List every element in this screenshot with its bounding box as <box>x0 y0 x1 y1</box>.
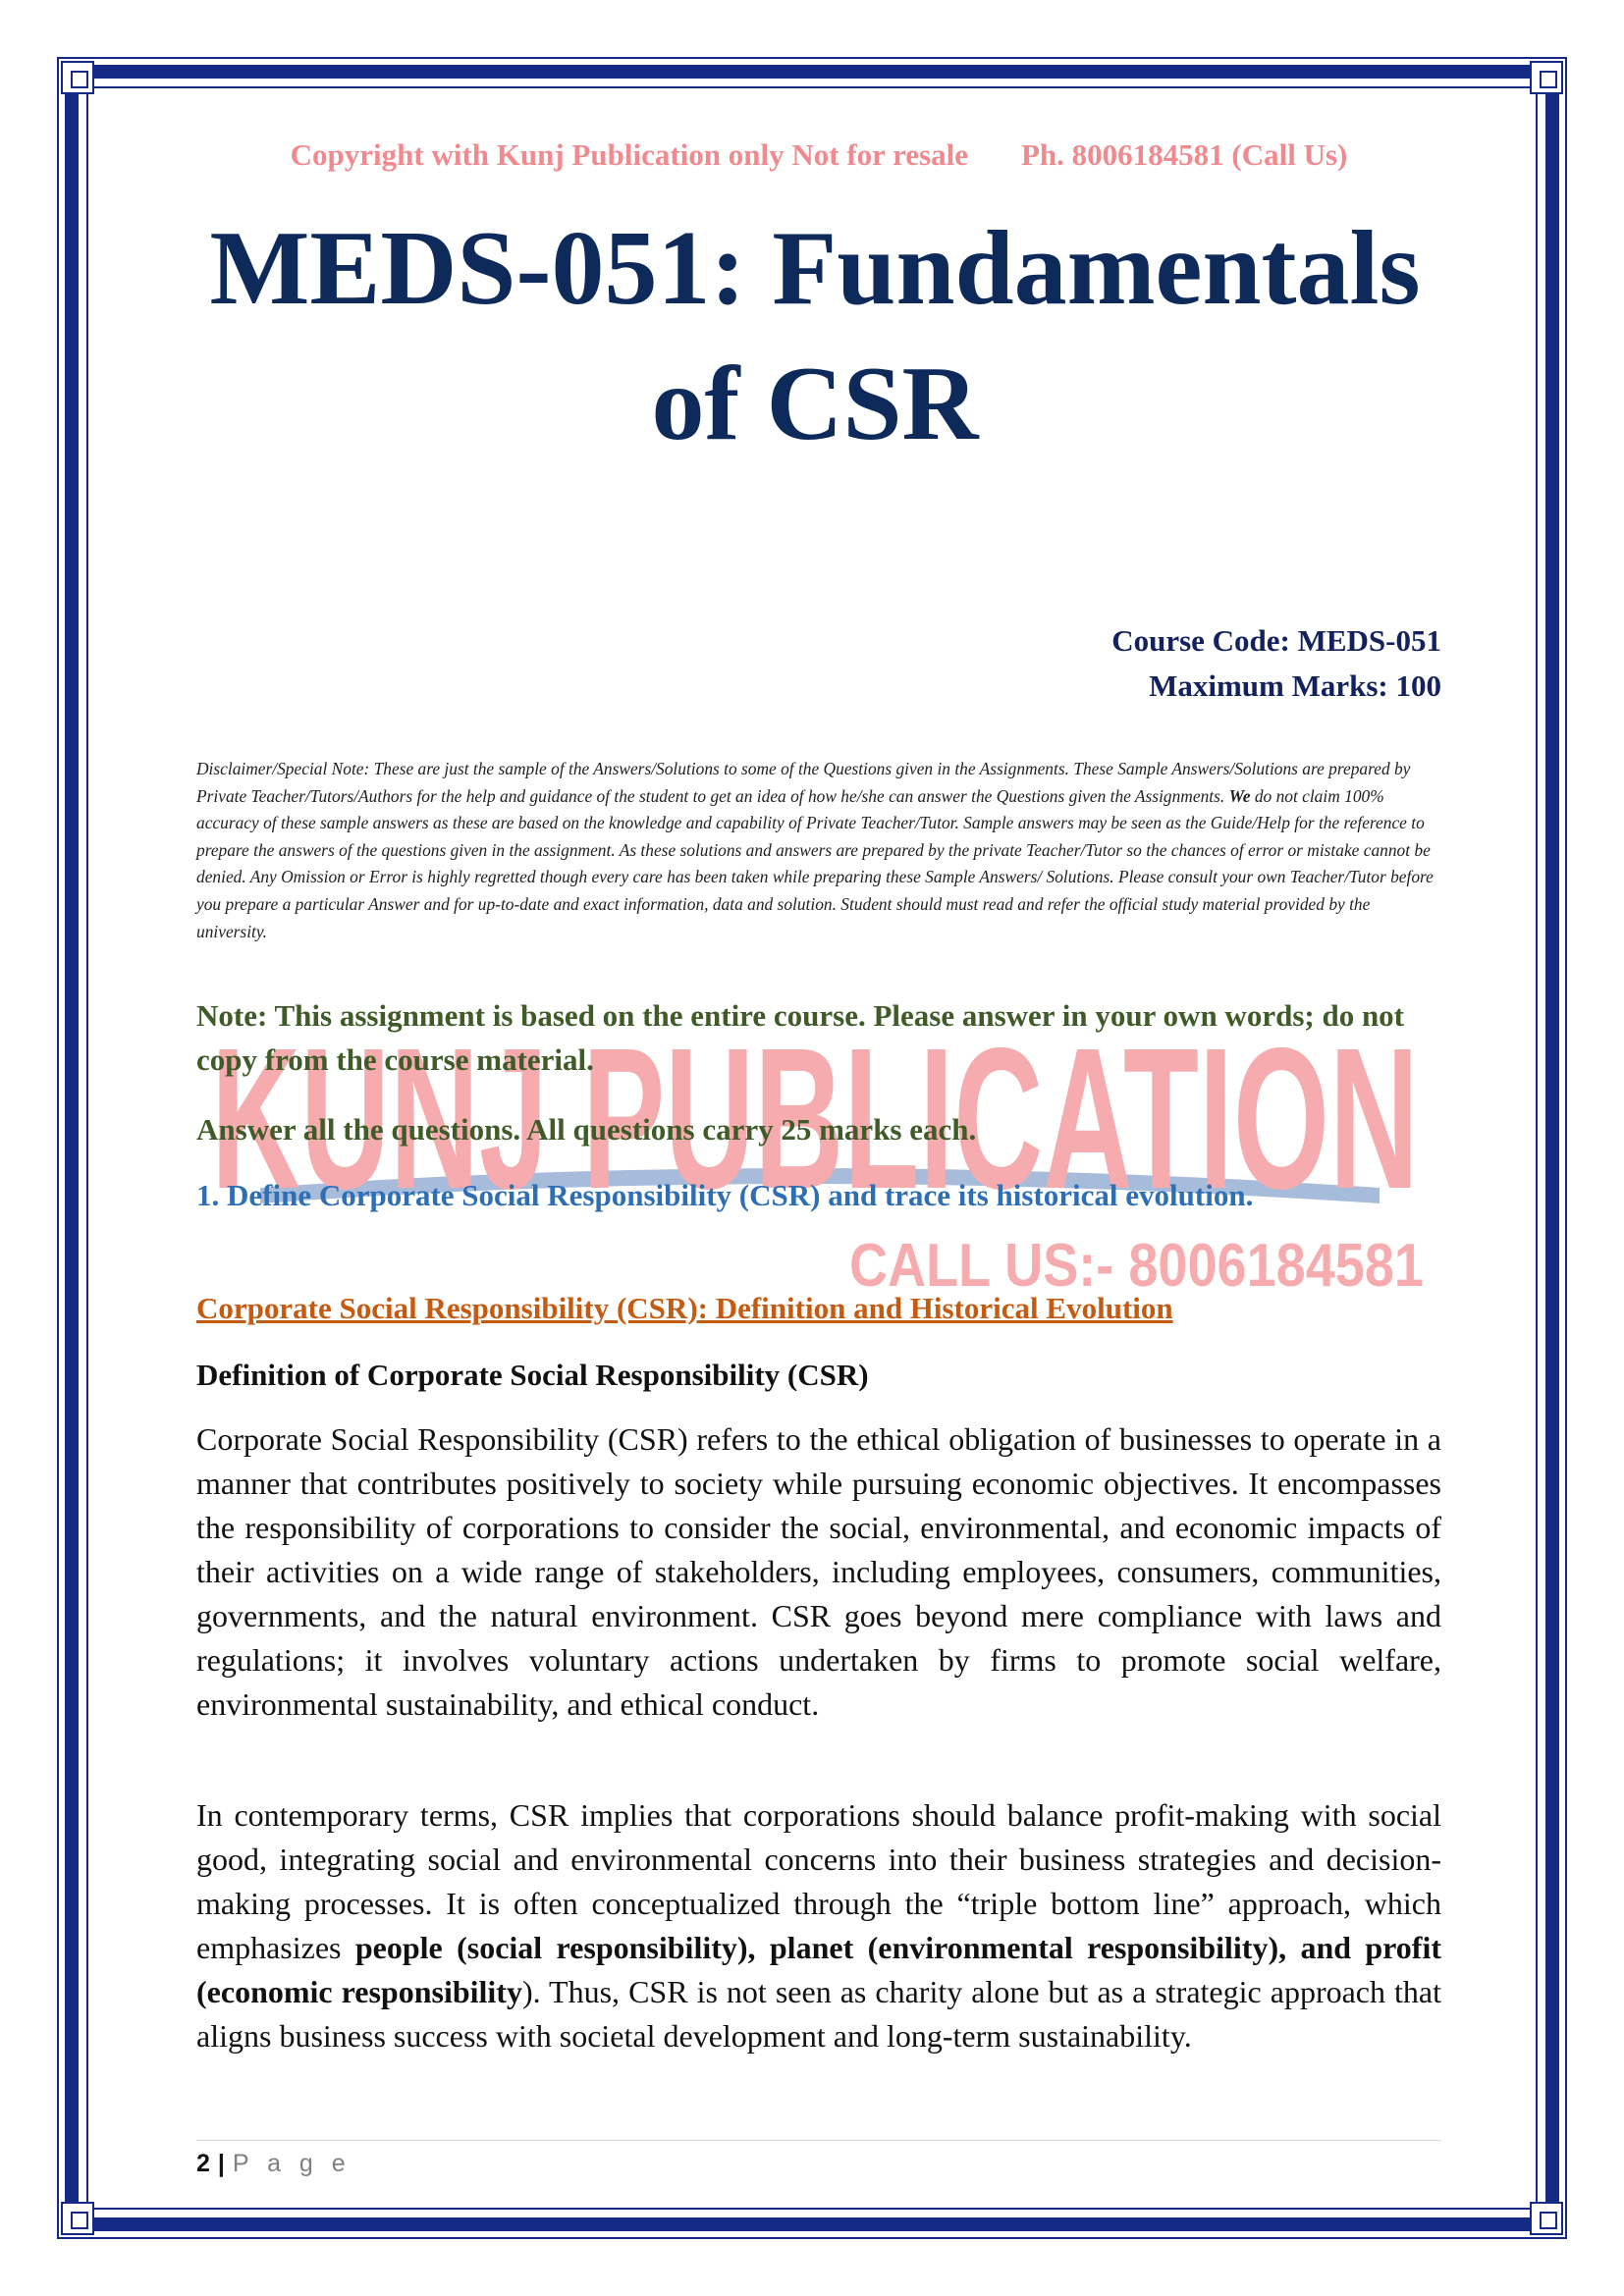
paragraph-contemporary <box>196 1793 1441 2058</box>
watermark-call: CALL US:- 8006184581 <box>849 1232 1424 1300</box>
footer-separator: | <box>217 2150 225 2177</box>
watermark-brand: KUNJ PUBLICATION <box>211 1006 1419 1231</box>
page-footer <box>196 2150 352 2178</box>
para2-text-after: ). Thus, CSR is not seen as charity alone but as a strategic approach that aligns business success with societal development and long-term sustainability. <box>196 1974 1442 2054</box>
disclaimer-we: We <box>1228 785 1251 806</box>
copyright-header <box>196 137 1441 173</box>
disclaimer-part-1: Disclaimer/Special Note: These are just the sample of the Answers/Solutions to some of the Questions given in the Assignments. These Sample Answers/Solutions are prepared by Private Teacher/Tutors/Authors for the help and guidance of the student to get an idea of how he/she can answer the Questions given the Assignments. <box>196 759 1411 806</box>
copyright-text: Copyright with Kunj Publication only Not for resale <box>290 137 968 172</box>
para2-text-before: In contemporary terms, CSR implies that corporations should balance profit-making with social good, integrating social and environmental concerns into their business strategies and decision-making processes. It is often conceptualized through the “triple bottom line” approach, which emphasizes <box>196 1797 1441 1965</box>
disclaimer <box>196 756 1441 945</box>
title-line-2: of CSR <box>651 346 979 462</box>
disclaimer-part-2: do not claim 100% accuracy of these sample answers as these are based on the knowledge and capability of Private Teacher/Tutor. Sample answers may be seen as the Guide/Help for the reference to prepare the answers of the questions given in the assignment. As these solutions and answers are prepared by the private Teacher/Tutor so the chances of error or mistake cannot be denied. Any Omission or Error is highly regretted though every care has been taken while preparing these Sample Answers/ Solutions. Please consult your own Teacher/Tutor before you prepare a particular Answer and for up-to-date and exact information, data and solution. Student should must read and refer the official study material provided by the university. <box>196 785 1434 941</box>
corner-ornament <box>61 61 94 94</box>
paragraph-definition: Corporate Social Responsibility (CSR) refers to the ethical obligation of businesses to operate in a manner that contributes positively to society while pursuing economic objectives. It encompasses the responsibility of corporations to consider the social, environmental, and economic impacts of their activities on a wide range of stakeholders, including employees, consumers, communities, governments, and the natural environment. CSR goes beyond mere compliance with laws and regulations; it involves voluntary actions undertaken by firms to promote social welfare, environmental sustainability, and ethical conduct. <box>196 1421 1441 1722</box>
answer-all-instruction: Answer all the questions. All questions carry 25 marks each. <box>196 1112 977 1147</box>
page-number: 2 <box>196 2150 210 2177</box>
page-label: P a g e <box>232 2150 352 2177</box>
assignment-note: Note: This assignment is based on the entire course. Please answer in your own words; do not copy from the course material. <box>196 998 1405 1077</box>
footer-divider <box>196 2140 1441 2141</box>
corner-ornament <box>1530 61 1563 94</box>
question-1: 1. Define Corporate Social Responsibility (CSR) and trace its historical evolution. <box>196 1178 1254 1212</box>
para2-bold: people (social responsibility), planet (environmental responsibility), and profit (economic responsibility <box>196 1930 1442 2009</box>
page-title <box>167 201 1463 472</box>
section-heading: Corporate Social Responsibility (CSR): Definition and Historical Evolution <box>196 1291 1173 1325</box>
title-line-1: MEDS-051: Fundamentals <box>209 210 1421 327</box>
max-marks: Maximum Marks: 100 <box>1149 668 1441 703</box>
corner-ornament <box>61 2202 94 2235</box>
subheading-definition: Definition of Corporate Social Responsibility (CSR) <box>196 1358 869 1392</box>
course-code: Course Code: MEDS-051 <box>1111 623 1441 658</box>
corner-ornament <box>1530 2202 1563 2235</box>
course-info <box>785 618 1441 709</box>
phone-text: Ph. 8006184581 (Call Us) <box>1020 137 1348 172</box>
